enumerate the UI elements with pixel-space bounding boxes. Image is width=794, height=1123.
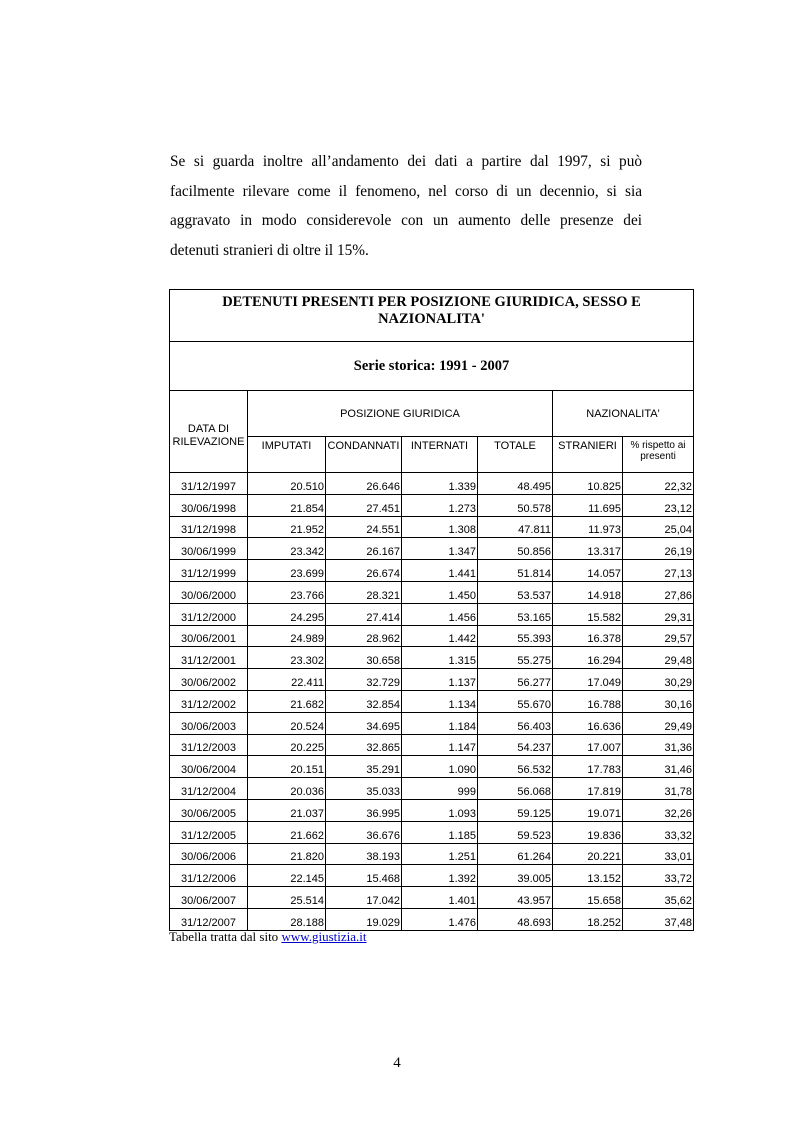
table-row: [170, 887, 694, 909]
table-cell: 54.237: [478, 734, 553, 756]
table-cell: 20.524: [248, 712, 326, 734]
table-cell: 43.957: [478, 887, 553, 909]
table-cell: 33,72: [623, 865, 694, 887]
table-cell: 26.646: [326, 473, 402, 495]
table-cell: 26,19: [623, 538, 694, 560]
table-cell: 21.952: [248, 516, 326, 538]
table-cell: 28.962: [326, 625, 402, 647]
header-stranieri: STRANIERI: [553, 437, 623, 473]
header-date: DATA DI RILEVAZIONE: [170, 391, 248, 473]
table-cell: 23,12: [623, 494, 694, 516]
table-cell: 22.145: [248, 865, 326, 887]
table-cell: 15.658: [553, 887, 623, 909]
table-cell: 48.693: [478, 908, 553, 930]
table-cell: 34.695: [326, 712, 402, 734]
table-cell: 1.308: [402, 516, 478, 538]
table-cell: 23.699: [248, 560, 326, 582]
table-title: DETENUTI PRESENTI PER POSIZIONE GIURIDICA, SESSO E NAZIONALITA': [170, 290, 694, 342]
table-cell: 1.251: [402, 843, 478, 865]
table-cell: 14.057: [553, 560, 623, 582]
table-cell: 30/06/2002: [170, 669, 248, 691]
table-row: [170, 778, 694, 800]
table-cell: 1.273: [402, 494, 478, 516]
table-cell: 26.167: [326, 538, 402, 560]
header-condannati: CONDANNATI: [326, 437, 402, 473]
table-cell: 13.317: [553, 538, 623, 560]
paragraph-line: aggravato in modo considerevole con un aumento delle presenze dei: [170, 212, 642, 229]
table-row: [170, 843, 694, 865]
table-cell: 24.551: [326, 516, 402, 538]
table-cell: 30/06/2003: [170, 712, 248, 734]
table-cell: 31/12/2002: [170, 690, 248, 712]
table-cell: 18.252: [553, 908, 623, 930]
table-cell: 17.049: [553, 669, 623, 691]
table-cell: 38.193: [326, 843, 402, 865]
table-cell: 24.295: [248, 603, 326, 625]
table-cell: 35,62: [623, 887, 694, 909]
table-row: [170, 799, 694, 821]
table-cell: 31/12/2003: [170, 734, 248, 756]
table-cell: 56.068: [478, 778, 553, 800]
header-nazionalita: NAZIONALITA': [553, 391, 694, 437]
table-cell: 27.414: [326, 603, 402, 625]
table-row: [170, 690, 694, 712]
table-cell: 31/12/2004: [170, 778, 248, 800]
table-cell: 1.441: [402, 560, 478, 582]
table-row: [170, 560, 694, 582]
table-cell: 30/06/2006: [170, 843, 248, 865]
table-cell: 30,29: [623, 669, 694, 691]
table-cell: 17.783: [553, 756, 623, 778]
table-row: [170, 908, 694, 930]
table-cell: 1.401: [402, 887, 478, 909]
table-cell: 21.820: [248, 843, 326, 865]
table-row: [170, 865, 694, 887]
table-cell: 37,48: [623, 908, 694, 930]
table-cell: 999: [402, 778, 478, 800]
table-cell: 21.662: [248, 821, 326, 843]
paragraph-line: detenuti stranieri di oltre il 15%.: [170, 241, 369, 259]
table-cell: 26.674: [326, 560, 402, 582]
table-cell: 23.766: [248, 581, 326, 603]
table-cell: 55.393: [478, 625, 553, 647]
table-cell: 31/12/1999: [170, 560, 248, 582]
table-row: [170, 647, 694, 669]
table-row: [170, 603, 694, 625]
table-cell: 1.134: [402, 690, 478, 712]
table-cell: 53.165: [478, 603, 553, 625]
table-cell: 13.152: [553, 865, 623, 887]
table-cell: 1.090: [402, 756, 478, 778]
table-cell: 21.854: [248, 494, 326, 516]
table-cell: 21.037: [248, 799, 326, 821]
table-cell: 19.836: [553, 821, 623, 843]
header-totale: TOTALE: [478, 437, 553, 473]
table-cell: 31/12/2001: [170, 647, 248, 669]
table-cell: 33,01: [623, 843, 694, 865]
table-row: [170, 516, 694, 538]
table-cell: 39.005: [478, 865, 553, 887]
table-cell: 1.476: [402, 908, 478, 930]
table-cell: 55.670: [478, 690, 553, 712]
table-cell: 55.275: [478, 647, 553, 669]
table-cell: 30/06/2001: [170, 625, 248, 647]
source-link[interactable]: www.giustizia.it: [281, 929, 367, 944]
paragraph-line: Se si guarda inoltre all’andamento dei dati a partire dal 1997, si può: [170, 153, 642, 170]
table-cell: 59.125: [478, 799, 553, 821]
table-cell: 27,86: [623, 581, 694, 603]
paragraph-line: facilmente rilevare come il fenomeno, nel corso di un decennio, si sia: [170, 182, 642, 200]
table-cell: 50.856: [478, 538, 553, 560]
table-cell: 35.033: [326, 778, 402, 800]
table-cell: 1.456: [402, 603, 478, 625]
table-cell: 29,57: [623, 625, 694, 647]
table-cell: 11.695: [553, 494, 623, 516]
table-cell: 27.451: [326, 494, 402, 516]
table-cell: 16.378: [553, 625, 623, 647]
table-cell: 31/12/1998: [170, 516, 248, 538]
table-cell: 61.264: [478, 843, 553, 865]
table-cell: 15.582: [553, 603, 623, 625]
table-cell: 17.007: [553, 734, 623, 756]
table-row: [170, 734, 694, 756]
table-cell: 32.865: [326, 734, 402, 756]
table-cell: 30/06/2005: [170, 799, 248, 821]
page-number: 4: [393, 1055, 401, 1071]
table-cell: 11.973: [553, 516, 623, 538]
table-cell: 30/06/1998: [170, 494, 248, 516]
table-cell: 1.392: [402, 865, 478, 887]
table-cell: 31/12/2007: [170, 908, 248, 930]
table-cell: 24.989: [248, 625, 326, 647]
table-cell: 56.532: [478, 756, 553, 778]
table-cell: 32,26: [623, 799, 694, 821]
table-cell: 29,31: [623, 603, 694, 625]
table-cell: 20.036: [248, 778, 326, 800]
table-row: [170, 581, 694, 603]
table-cell: 1.315: [402, 647, 478, 669]
table-cell: 28.188: [248, 908, 326, 930]
header-posizione-giuridica: POSIZIONE GIURIDICA: [248, 391, 553, 437]
table-row: [170, 473, 694, 495]
caption-text: Tabella tratta dal sito: [169, 929, 282, 944]
table-cell: 20.221: [553, 843, 623, 865]
table-cell: 31,78: [623, 778, 694, 800]
table-cell: 27,13: [623, 560, 694, 582]
table-cell: 53.537: [478, 581, 553, 603]
table-cell: 47.811: [478, 516, 553, 538]
table-cell: 25.514: [248, 887, 326, 909]
table-cell: 16.636: [553, 712, 623, 734]
table-cell: 50.578: [478, 494, 553, 516]
table-cell: 31/12/2005: [170, 821, 248, 843]
table-cell: 31/12/2000: [170, 603, 248, 625]
table-row: [170, 625, 694, 647]
table-cell: 10.825: [553, 473, 623, 495]
table-cell: 23.302: [248, 647, 326, 669]
table-cell: 30/06/2000: [170, 581, 248, 603]
table-cell: 29,48: [623, 647, 694, 669]
table-cell: 20.510: [248, 473, 326, 495]
table-cell: 17.819: [553, 778, 623, 800]
table-cell: 16.294: [553, 647, 623, 669]
table-cell: 1.185: [402, 821, 478, 843]
table-cell: 30,16: [623, 690, 694, 712]
header-percent: % rispetto ai presenti: [623, 437, 694, 473]
table-cell: 16.788: [553, 690, 623, 712]
table-cell: 19.071: [553, 799, 623, 821]
table-cell: 56.403: [478, 712, 553, 734]
table-cell: 19.029: [326, 908, 402, 930]
table-cell: 14.918: [553, 581, 623, 603]
header-imputati: IMPUTATI: [248, 437, 326, 473]
table-row: [170, 756, 694, 778]
table-cell: 33,32: [623, 821, 694, 843]
table-cell: 30/06/1999: [170, 538, 248, 560]
table-cell: 31/12/2006: [170, 865, 248, 887]
table-cell: 1.184: [402, 712, 478, 734]
table-cell: 51.814: [478, 560, 553, 582]
table-cell: 15.468: [326, 865, 402, 887]
table-cell: 36.676: [326, 821, 402, 843]
table-cell: 29,49: [623, 712, 694, 734]
body-paragraph: [170, 147, 642, 265]
table-cell: 30.658: [326, 647, 402, 669]
table-subtitle: Serie storica: 1991 - 2007: [170, 342, 694, 391]
table-cell: 59.523: [478, 821, 553, 843]
table-cell: 1.442: [402, 625, 478, 647]
table-cell: 36.995: [326, 799, 402, 821]
table-row: [170, 669, 694, 691]
table-cell: 48.495: [478, 473, 553, 495]
table-cell: 28.321: [326, 581, 402, 603]
table-cell: 31,46: [623, 756, 694, 778]
table-cell: 30/06/2007: [170, 887, 248, 909]
table-cell: 56.277: [478, 669, 553, 691]
table-cell: 31,36: [623, 734, 694, 756]
table-caption: [169, 929, 367, 945]
table-cell: 1.137: [402, 669, 478, 691]
header-internati: INTERNATI: [402, 437, 478, 473]
table-cell: 22,32: [623, 473, 694, 495]
table-cell: 32.729: [326, 669, 402, 691]
table-cell: 32.854: [326, 690, 402, 712]
table-cell: 20.151: [248, 756, 326, 778]
table-cell: 22.411: [248, 669, 326, 691]
table-cell: 20.225: [248, 734, 326, 756]
table-row: [170, 712, 694, 734]
table-cell: 1.339: [402, 473, 478, 495]
table-cell: 1.450: [402, 581, 478, 603]
table-row: [170, 821, 694, 843]
table-cell: 30/06/2004: [170, 756, 248, 778]
table-cell: 23.342: [248, 538, 326, 560]
table-cell: 17.042: [326, 887, 402, 909]
table-cell: 31/12/1997: [170, 473, 248, 495]
table-row: [170, 538, 694, 560]
table-cell: 21.682: [248, 690, 326, 712]
table-cell: 35.291: [326, 756, 402, 778]
table-cell: 1.147: [402, 734, 478, 756]
table-cell: 25,04: [623, 516, 694, 538]
table-row: [170, 494, 694, 516]
table-cell: 1.347: [402, 538, 478, 560]
detainees-table: [169, 289, 694, 931]
table-cell: 1.093: [402, 799, 478, 821]
